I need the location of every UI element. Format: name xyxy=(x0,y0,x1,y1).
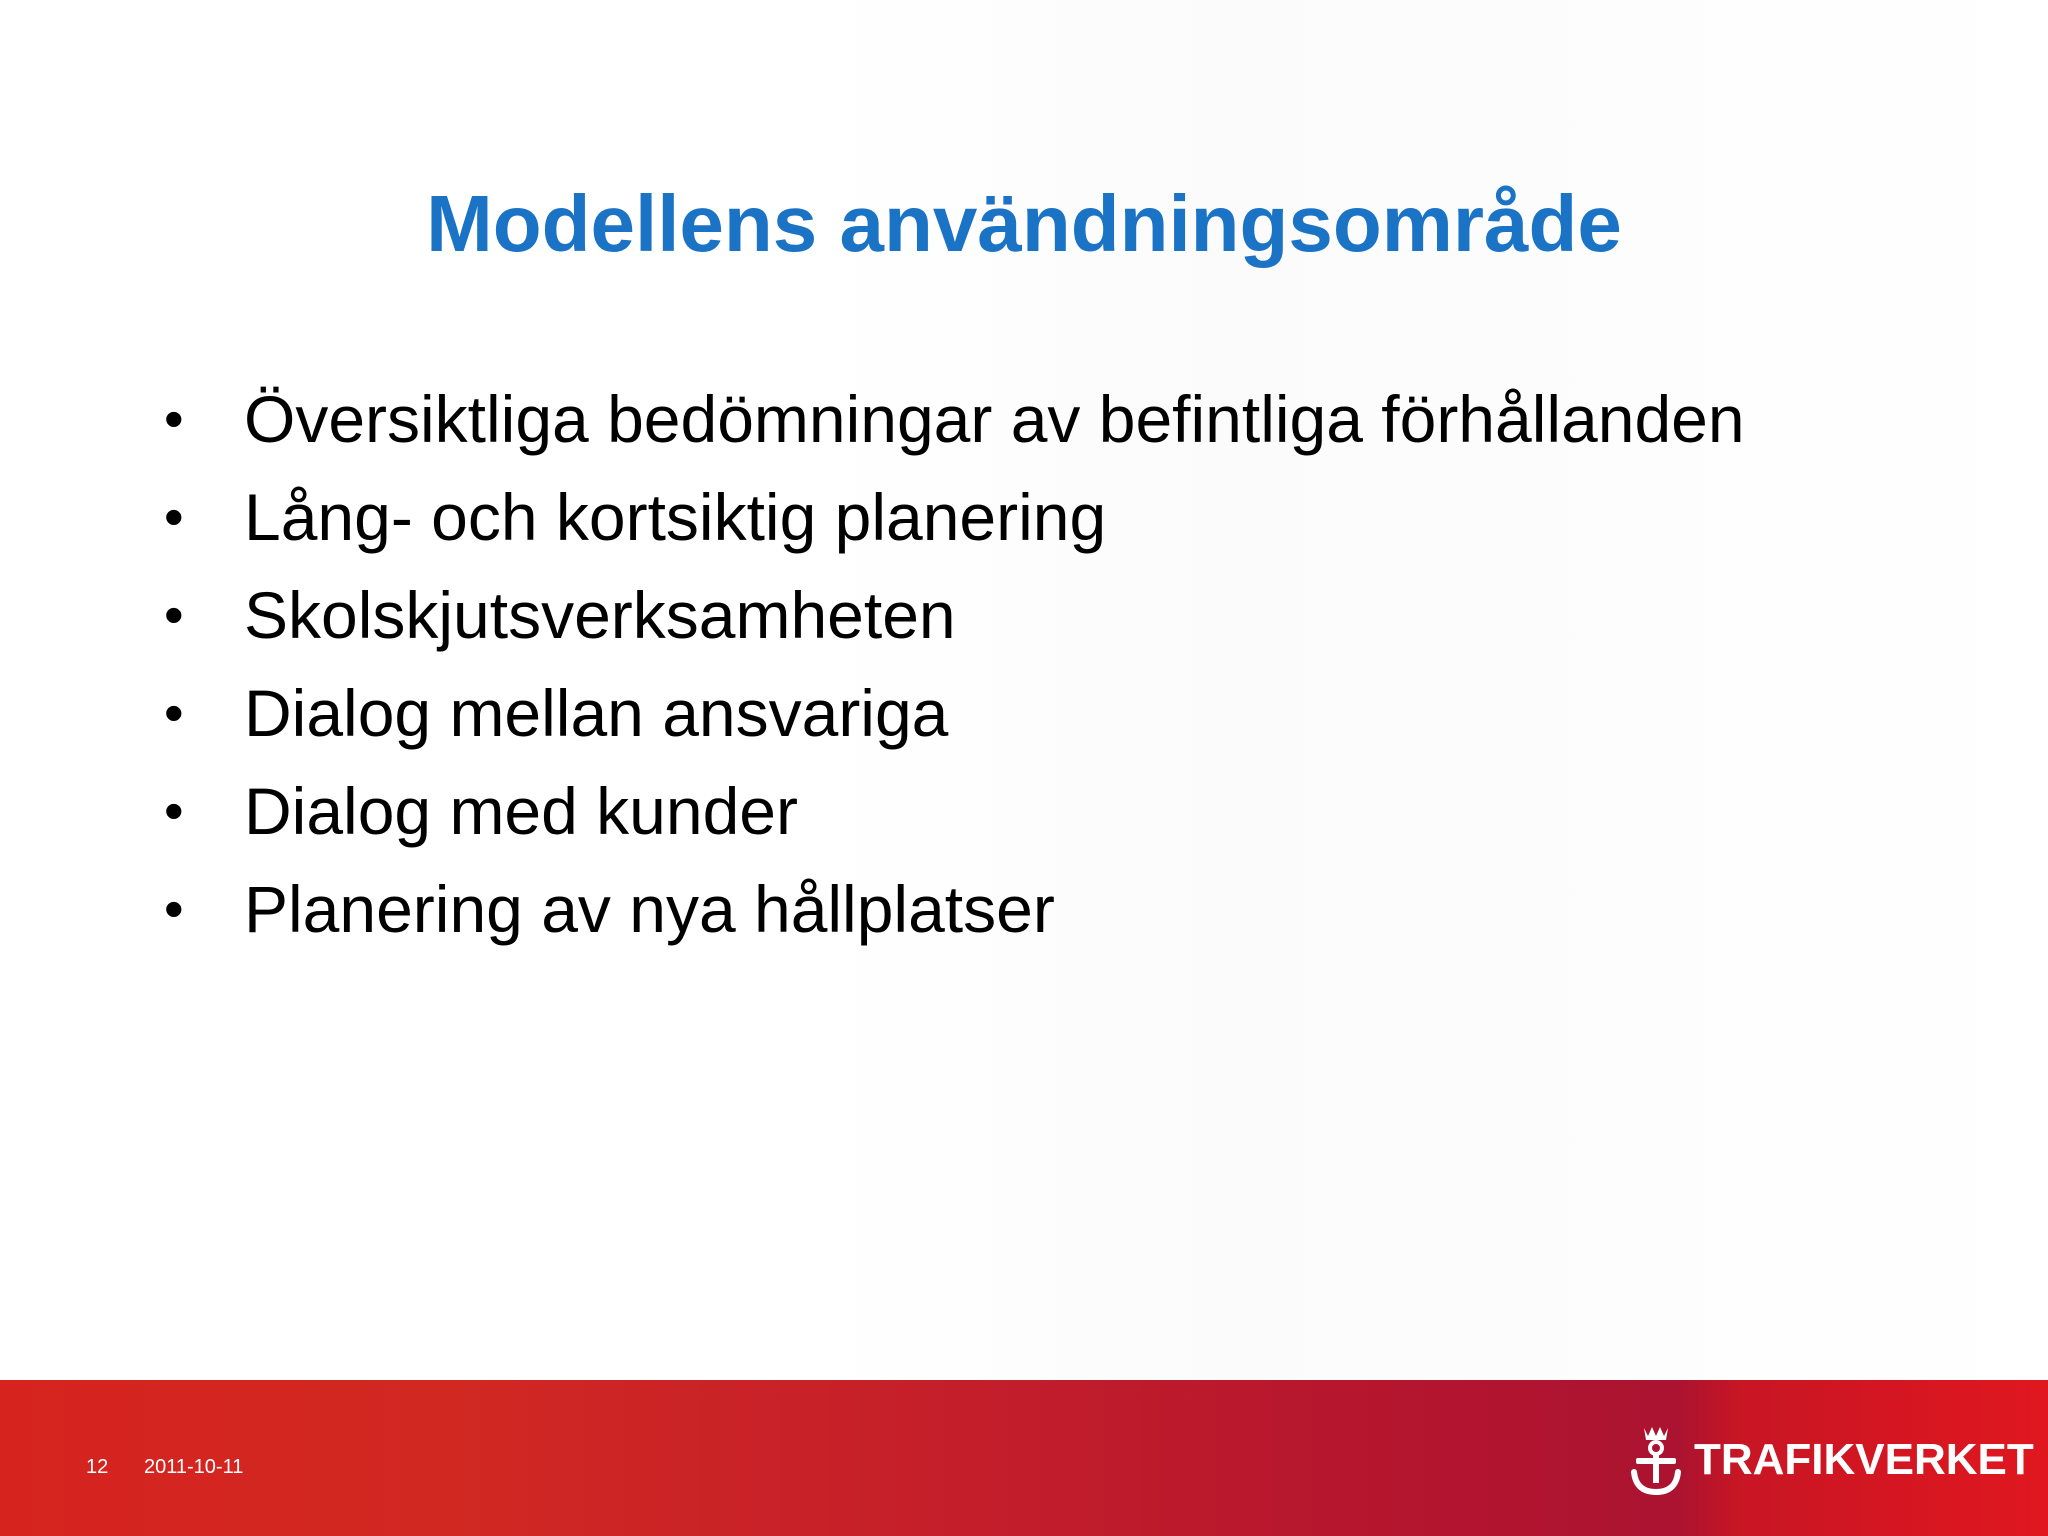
bullet-marker: • xyxy=(164,877,184,940)
crown-anchor-icon xyxy=(1628,1424,1684,1496)
bullet-marker: • xyxy=(164,583,184,646)
bullet-marker: • xyxy=(164,485,184,548)
footer-bar xyxy=(0,1380,2048,1536)
bullet-marker: • xyxy=(164,779,184,842)
page-number: 12 xyxy=(86,1456,109,1478)
bullet-text: Dialog mellan ansvariga xyxy=(244,676,949,750)
bullet-marker: • xyxy=(164,681,184,744)
bullet-text: Lång- och kortsiktig planering xyxy=(244,480,1107,554)
logo-text: TRAFIKVERKET xyxy=(1694,1435,2034,1484)
bullet-text: Planering av nya hållplatser xyxy=(244,872,1055,946)
bullet-marker: • xyxy=(164,387,184,450)
trafikverket-logo xyxy=(1628,1420,2034,1500)
bullet-text: Dialog med kunder xyxy=(244,774,798,848)
bullet-text: Översiktliga bedömningar av befintliga förhållanden xyxy=(244,382,1745,456)
bullet-text: Skolskjutsverksamheten xyxy=(244,578,956,652)
footer-date: 2011-10-11 xyxy=(144,1456,244,1478)
slide-title: Modellens användningsområde xyxy=(426,179,1622,268)
